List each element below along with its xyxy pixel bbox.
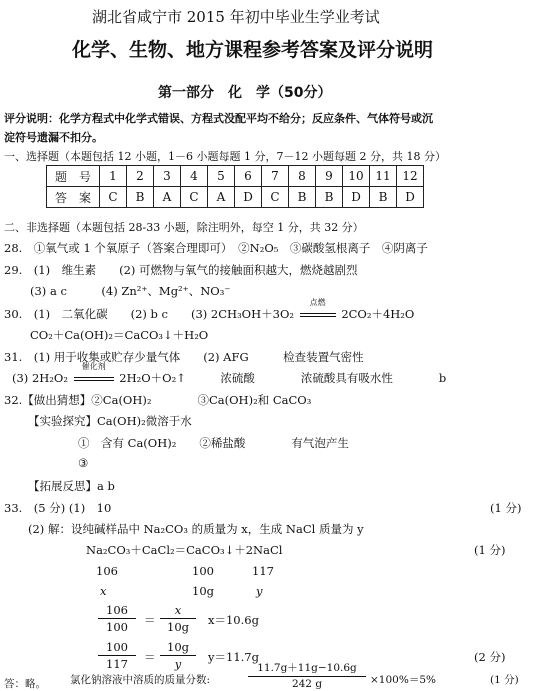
fraction-denominator: 117 — [106, 657, 128, 671]
score-label: (1 分) — [490, 501, 522, 515]
table-cell: 12 — [397, 166, 424, 187]
table-cell: D — [343, 187, 370, 208]
equals-sign: ＝ — [144, 650, 156, 664]
fraction — [98, 640, 136, 671]
table-cell: B — [370, 187, 397, 208]
q30-line1 — [4, 298, 415, 322]
table-cell: C — [262, 187, 289, 208]
exam-title: 湖北省咸宁市 2015 年初中毕业生学业考试 — [92, 8, 380, 26]
fraction-denominator: y — [174, 657, 182, 671]
table-cell: 7 — [262, 166, 289, 187]
molar-mass-2: 100 — [192, 564, 214, 578]
fraction — [248, 660, 366, 690]
table-cell: A — [154, 187, 181, 208]
q32-reflection: 【拓展反思】a b — [28, 479, 115, 493]
fraction-numerator: 106 — [106, 603, 128, 617]
table-cell: B — [127, 187, 154, 208]
score-label: (2 分) — [474, 650, 506, 664]
table-cell: 11 — [370, 166, 397, 187]
section2-heading: 二、非选择题（本题包括 28-33 小题，除注明外，每空 1 分，共 32 分） — [4, 221, 364, 234]
q30-line2: CO₂＋Ca(OH)₂＝CaCO₃↓＋H₂O — [30, 328, 209, 342]
final-result: ×100%＝5% — [370, 674, 436, 686]
fraction-numerator: 11.7g＋11g−10.6g — [257, 662, 357, 674]
row-label-number: 题 号 — [47, 166, 100, 187]
q32-row1: ① 含有 Ca(OH)₂ ②稀盐酸 有气泡产生 — [78, 436, 349, 450]
q31-equation-lhs: (3) 2H₂O₂ — [12, 371, 68, 385]
table-cell: 2 — [127, 166, 154, 187]
fraction-numerator: x — [174, 603, 182, 617]
fraction-numerator: 10g — [167, 640, 189, 654]
q29-line2: (3) a c (4) Zn²⁺、Mg²⁺、NO₃⁻ — [30, 284, 231, 298]
answer-table — [46, 165, 424, 208]
score-label: (1 分) — [490, 674, 519, 686]
q30-equation-rhs: 2CO₂＋4H₂O — [341, 307, 415, 321]
table-row-numbers — [47, 166, 424, 187]
q31-equation-rhs: 2H₂O＋O₂↑ 浓硫酸 浓硫酸具有吸水性 b — [119, 371, 447, 385]
row-label-answer: 答 案 — [47, 187, 100, 208]
table-cell: C — [181, 187, 208, 208]
variable-x: x — [100, 584, 107, 598]
main-title: 化学、生物、地方课程参考答案及评分说明 — [72, 39, 434, 61]
q32-hypothesis: 32.【做出猜想】②Ca(OH)₂ ③Ca(OH)₂和 CaCO₃ — [4, 393, 312, 407]
table-cell: D — [235, 187, 262, 208]
q33-equation: Na₂CO₃＋CaCl₂＝CaCO₃↓＋2NaCl — [86, 543, 283, 557]
fraction-numerator: 100 — [106, 640, 128, 654]
score-label: (1 分) — [474, 543, 506, 557]
q32-row2: ③ — [78, 456, 89, 470]
table-cell: 9 — [316, 166, 343, 187]
result-y: y＝11.7g — [208, 650, 259, 664]
q29-line1: 29. (1) 维生素 (2) 可燃物与氧气的接触面积越大，燃烧越剧烈 — [4, 263, 358, 277]
table-cell: C — [100, 187, 127, 208]
answer-note: 答：略。 — [4, 678, 46, 690]
table-cell: D — [397, 187, 424, 208]
table-cell: 10 — [343, 166, 370, 187]
reaction-arrow — [72, 362, 116, 385]
table-cell: 4 — [181, 166, 208, 187]
fraction-denominator: 10g — [167, 620, 189, 634]
q31-line2 — [12, 362, 447, 386]
spacer — [0, 0, 1, 1]
fraction — [160, 603, 196, 634]
grading-note-line1: 评分说明：化学方程式中化学式错误、方程式没配平均不给分；反应条件、气体符号或沉 — [4, 112, 433, 125]
q33-part2-intro: (2) 解：设纯碱样品中 Na₂CO₃ 的质量为 x，生成 NaCl 质量为 y — [28, 522, 364, 536]
table-cell: 3 — [154, 166, 181, 187]
grading-note-line2: 淀符号遗漏不扣分。 — [4, 131, 103, 144]
table-cell: A — [208, 187, 235, 208]
q33-part1: 33. (5 分) (1) 10 — [4, 501, 112, 515]
equals-sign: ＝ — [144, 613, 156, 627]
table-row-answers — [47, 187, 424, 208]
q31-line1: 31. (1) 用于收集或贮存少量气体 (2) AFG 检查装置气密性 — [4, 350, 364, 364]
reaction-condition: 点燃 — [309, 298, 326, 307]
q28-answer: 28. ①氧气或 1 个氧原子（答案合理即可） ②N₂O₅ ③碳酸氢根离子 ④阴离子 — [4, 241, 428, 255]
table-cell: B — [316, 187, 343, 208]
reaction-condition: 催化剂 — [81, 362, 106, 371]
table-cell: 5 — [208, 166, 235, 187]
table-cell: 8 — [289, 166, 316, 187]
section1-heading: 一、选择题（本题包括 12 小题，1－6 小题每题 1 分，7－12 小题每题 2 分，共 18 分） — [4, 150, 446, 163]
reaction-arrow — [298, 298, 338, 321]
molar-mass-1: 106 — [96, 564, 118, 578]
q32-experiment: 【实验探究】Ca(OH)₂微溶于水 — [28, 414, 192, 428]
result-x: x＝10.6g — [208, 613, 259, 627]
q30-equation-lhs: 30. (1) 二氧化碳 (2) b c (3) 2CH₃OH＋3O₂ — [4, 307, 294, 321]
table-cell: B — [289, 187, 316, 208]
fraction-denominator: 100 — [106, 620, 128, 634]
mass-10g: 10g — [192, 584, 214, 598]
final-label: 氯化钠溶液中溶质的质量分数: — [70, 674, 211, 686]
fraction-denominator: 242 g — [291, 678, 323, 690]
fraction — [160, 640, 196, 671]
molar-mass-3: 117 — [252, 564, 274, 578]
fraction — [98, 603, 136, 634]
part-title: 第一部分 化 学（50分） — [158, 85, 332, 101]
table-cell: 6 — [235, 166, 262, 187]
table-cell: 1 — [100, 166, 127, 187]
variable-y: y — [256, 584, 263, 598]
